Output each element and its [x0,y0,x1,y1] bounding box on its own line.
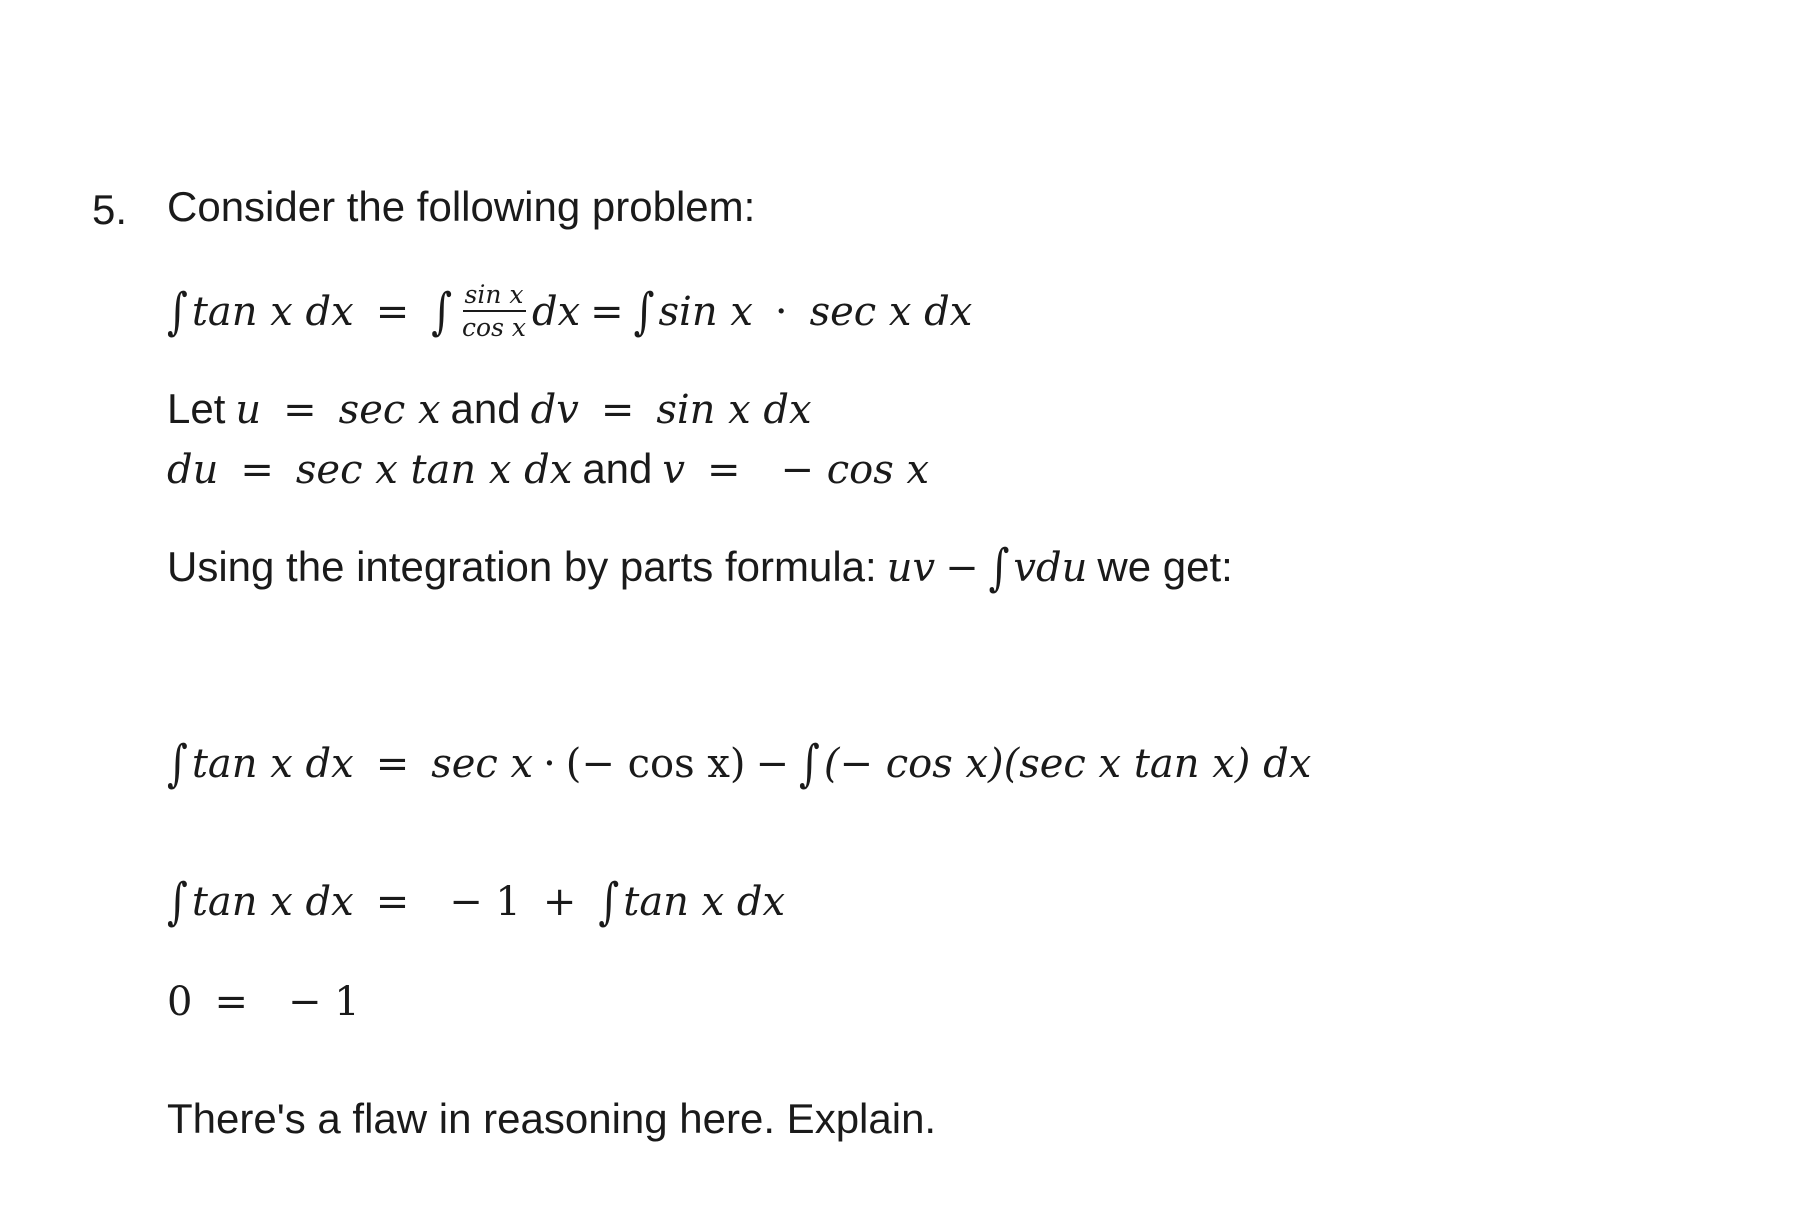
u-variable: u [235,387,262,433]
substitution-line-u [167,385,812,433]
integral-symbol: ∫ [167,735,188,793]
let-label: Let [167,385,226,432]
equals-sign: = [707,447,741,493]
dot-operator: · [543,741,556,787]
parts-formula-line [167,539,1243,597]
integral-symbol: ∫ [598,873,620,931]
du-variable: du [167,447,219,493]
integral-symbol: ∫ [988,539,1010,597]
and-label: and [582,445,653,492]
rhs-sec-term: sec x dx [809,289,973,335]
negative-one: − 1 [449,879,521,925]
plus-sign: + [542,879,577,925]
equals-sign: = [600,387,635,433]
rhs-sin-term: sin x [658,289,753,335]
integral-symbol: ∫ [799,735,820,793]
uv-term: uv [886,545,936,591]
integrand-expression: (− cos x)(sec x tan x) dx [823,741,1312,787]
u-value: sec x [338,387,441,433]
minus-sign: − [945,545,979,591]
and-label: and [450,385,521,432]
dv-value: sin x dx [656,387,812,433]
equals-sign: = [214,979,248,1025]
lhs-expression: tan x dx [191,741,354,787]
integral-symbol: ∫ [167,283,188,341]
substitution-line-du [167,445,930,493]
equation-line-1 [167,280,973,344]
minus-sign: − [755,741,790,787]
rhs-expression: tan x dx [623,879,786,925]
negative-one: − 1 [287,979,360,1025]
du-value: sec x tan x dx [295,447,573,493]
integral-symbol: ∫ [431,283,453,341]
lhs-expression: tan x dx [191,289,354,335]
fraction-numerator: sin x [463,282,526,312]
zero-value: 0 [167,979,193,1025]
neg-cos-term: (− cos x) [565,741,746,787]
question-intro: Consider the following problem: [167,183,756,230]
sec-term: sec x [431,741,534,787]
integral-symbol: ∫ [167,873,188,931]
equals-sign: = [375,879,410,925]
we-get-text: we get: [1097,543,1233,590]
equation-step-3 [167,979,360,1025]
equals-sign: = [283,387,317,433]
fraction-denominator: cos x [462,313,526,342]
equation-step-1 [167,735,1312,793]
vdu-term: vdu [1013,545,1088,591]
v-variable: v [662,447,686,493]
lhs-expression: tan x dx [191,879,354,925]
dx-term: dx [531,289,581,335]
equals-sign: = [375,289,410,335]
fraction [460,282,528,340]
question-number: 5. [92,186,128,233]
dot-operator: · [774,289,788,335]
equals-sign: = [590,289,624,335]
parts-formula-text: Using the integration by parts formula: [167,543,877,590]
integral-symbol: ∫ [633,283,655,341]
equals-sign: = [375,741,410,787]
equals-sign: = [240,447,274,493]
dv-variable: dv [530,387,579,433]
v-value: − cos x [780,447,930,493]
equation-step-2 [167,873,786,931]
closing-prompt: There's a flaw in reasoning here. Explain. [167,1095,937,1142]
